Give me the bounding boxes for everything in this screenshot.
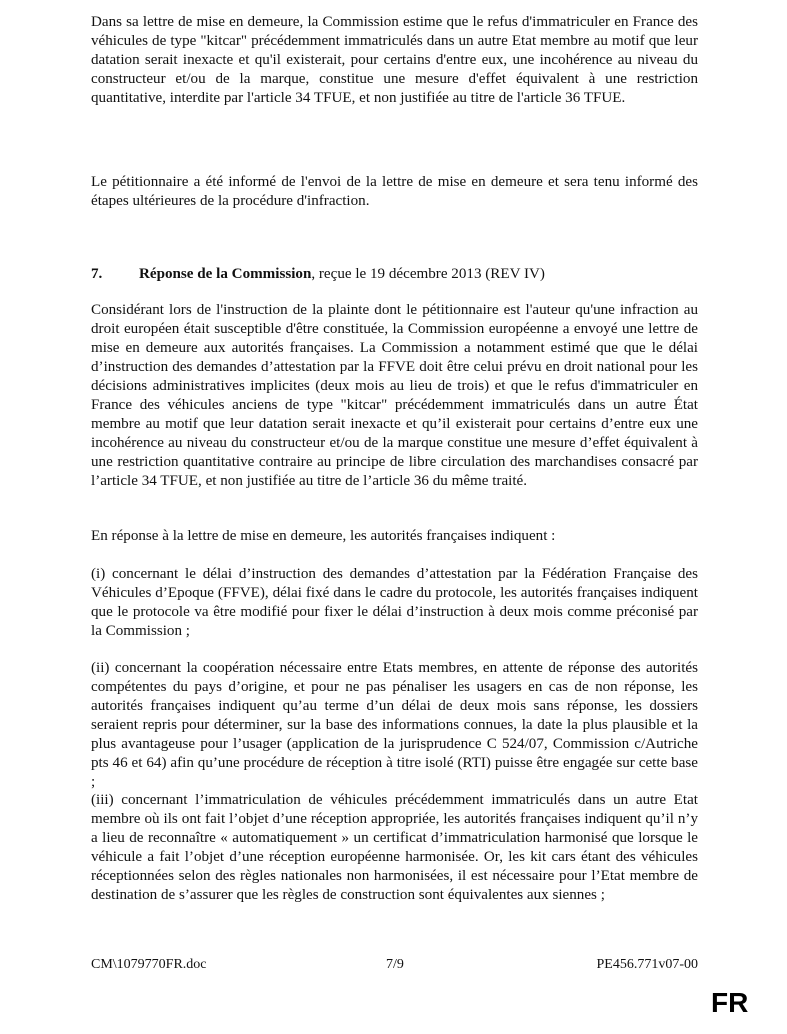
paragraph-letter-of-formal-notice: Dans sa lettre de mise en demeure, la Commission estime que le refus d'immatriculer en France des véhicules de type "kitcar" précédemment immatriculés dans un autre Etat membre au motif que leur datation serait inexacte et qu'il existerait, pour certains d'entre eux, une incohérence au niveau du constructeur et/ou de la marque, constitue une mesure d'effet équivalent à une restriction quantitative, interdite par l'article 34 TFUE, et non justifiée au titre de l'article 36 TFUE. <box>91 14 698 106</box>
language-tag: FR <box>711 987 749 1018</box>
list-item-i: (i) concernant le délai d’instruction des demandes d’attestation par la Fédération Française des Véhicules d’Epoque (FFVE), délai fixé dans le cadre du protocole, les autorités françaises indiquent que le protocole va être modifié pour fixer le délai d’instruction à deux mois comme préconisé par la Commission ; <box>91 566 698 639</box>
paragraph-petitioner-informed: Le pétitionnaire a été informé de l'envoi de la lettre de mise en demeure et sera tenu informé des étapes ultérieures de la procédure d'infraction. <box>91 174 698 209</box>
footer-document-reference: PE456.771v07-00 <box>596 957 698 972</box>
list-item-ii: (ii) concernant la coopération nécessaire entre Etats membres, en attente de réponse des autorités compétentes du pays d’origine, et pour ne pas pénaliser les usagers en cas de non réponse, les autorités françaises indiquent qu’au terme d’un délai de deux mois sans réponse, les dossiers seraient repris pour déterminer, sur la base des informations connues, la date la plus plausible et la plus avantageuse pour l’usager (application de la jurisprudence C 524/07, Commission c/Autriche pts 46 et 64) afin qu’une procédure de réception à titre isolé (RTI) puisse être engagée sur cette base ; <box>91 660 698 790</box>
section-heading <box>91 265 698 284</box>
footer-file-reference: CM\1079770FR.doc <box>91 957 207 972</box>
paragraph-french-response-intro: En réponse à la lettre de mise en demeure, les autorités françaises indiquent : <box>91 528 556 544</box>
list-item-iii: (iii) concernant l’immatriculation de véhicules précédemment immatriculés dans un autre Etat membre où ils ont fait l’objet d’une réception appropriée, les autorités françaises indiquent qu’il n’y a lieu de reconnaître « automatiquement » un certificat d’immatriculation harmonisé que lorsque le véhicule a fait l’objet d’une réception européenne harmonisée. Or, les kit cars étant des véhicules réceptionnées selon des règles nationales non harmonisées, il est nécessaire pour l’Etat membre de destination de s’assurer que les règles de construction sont équivalentes aux siennes ; <box>91 792 698 903</box>
paragraph-commission-considerations: Considérant lors de l'instruction de la plainte dont le pétitionnaire est l'auteur qu'une infraction au droit européen était susceptible d'être constituée, la Commission européenne a envoyé une lettre de mise en demeure aux autorités françaises. La Commission a notamment estimé que que le délai d’instruction des demandes d’attestation par la FFVE doit être celui prévu en droit national pour les décisions administratives implicites (deux mois au lieu de trois) et que le refus d'immatriculer en France des véhicules anciens de type "kitcar" précédemment immatriculés dans un autre État membre au motif que leur datation serait inexacte et qu’il existerait pour certains d’entre eux une incohérence au niveau du constructeur et/ou de la marque constitue une mesure d’effet équivalent à une restriction quantitative contraire au principe de libre circulation des marchandises consacré par l’article 34 TFUE, et non justifiée au titre de l’article 36 du même traité. <box>91 302 698 489</box>
section-number: 7. <box>91 266 103 282</box>
page-footer <box>91 955 698 975</box>
section-title-date: , reçue le 19 décembre 2013 (REV IV) <box>311 266 545 282</box>
section-title-bold: Réponse de la Commission <box>139 266 312 282</box>
footer-page-number: 7/9 <box>386 957 404 972</box>
